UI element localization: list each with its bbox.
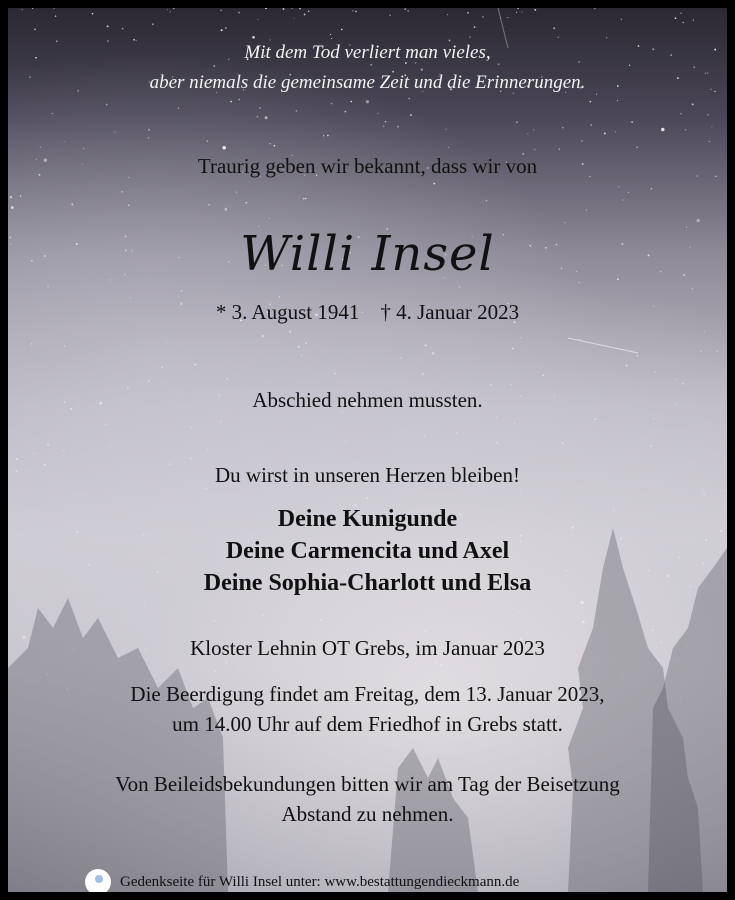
tree-silhouettes (8, 8, 727, 892)
memorial-link-text[interactable]: Gedenkseite für Willi Insel unter: www.bestattungendieckmann.de (120, 873, 520, 890)
intro-text: Traurig geben wir bekannt, dass wir von (197, 154, 538, 178)
memorial-footer (84, 868, 519, 896)
mourner-line: Deine Sophia-Charlott und Elsa (203, 570, 532, 596)
life-dates: * 3. August 1941 † 4. Januar 2023 (215, 300, 520, 324)
mourner-line: Deine Carmencita und Axel (225, 538, 510, 564)
quote-line-1: Mit dem Tod verliert man vieles, (244, 42, 491, 63)
deceased-name: Willi Insel (240, 226, 495, 282)
mourner-line: Deine Kunigunde (277, 506, 458, 532)
crescent-logo-icon (84, 868, 112, 896)
sentiment-text: Du wirst in unseren Herzen bleiben! (215, 463, 520, 487)
funeral-line-1: Die Beerdigung findet am Freitag, dem 13. Januar 2023, (130, 682, 605, 706)
condolence-line-1: Von Beileidsbekundungen bitten wir am Tag der Beisetzung (115, 772, 620, 796)
funeral-line-2: um 14.00 Uhr auf dem Friedhof in Grebs statt. (172, 712, 563, 736)
quote-line-2: aber niemals die gemeinsame Zeit und die Erinnerungen. (149, 72, 586, 93)
place-date: Kloster Lehnin OT Grebs, im Januar 2023 (190, 636, 545, 660)
condolence-line-2: Abstand zu nehmen. (281, 802, 454, 826)
farewell-text: Abschied nehmen mussten. (252, 388, 483, 412)
